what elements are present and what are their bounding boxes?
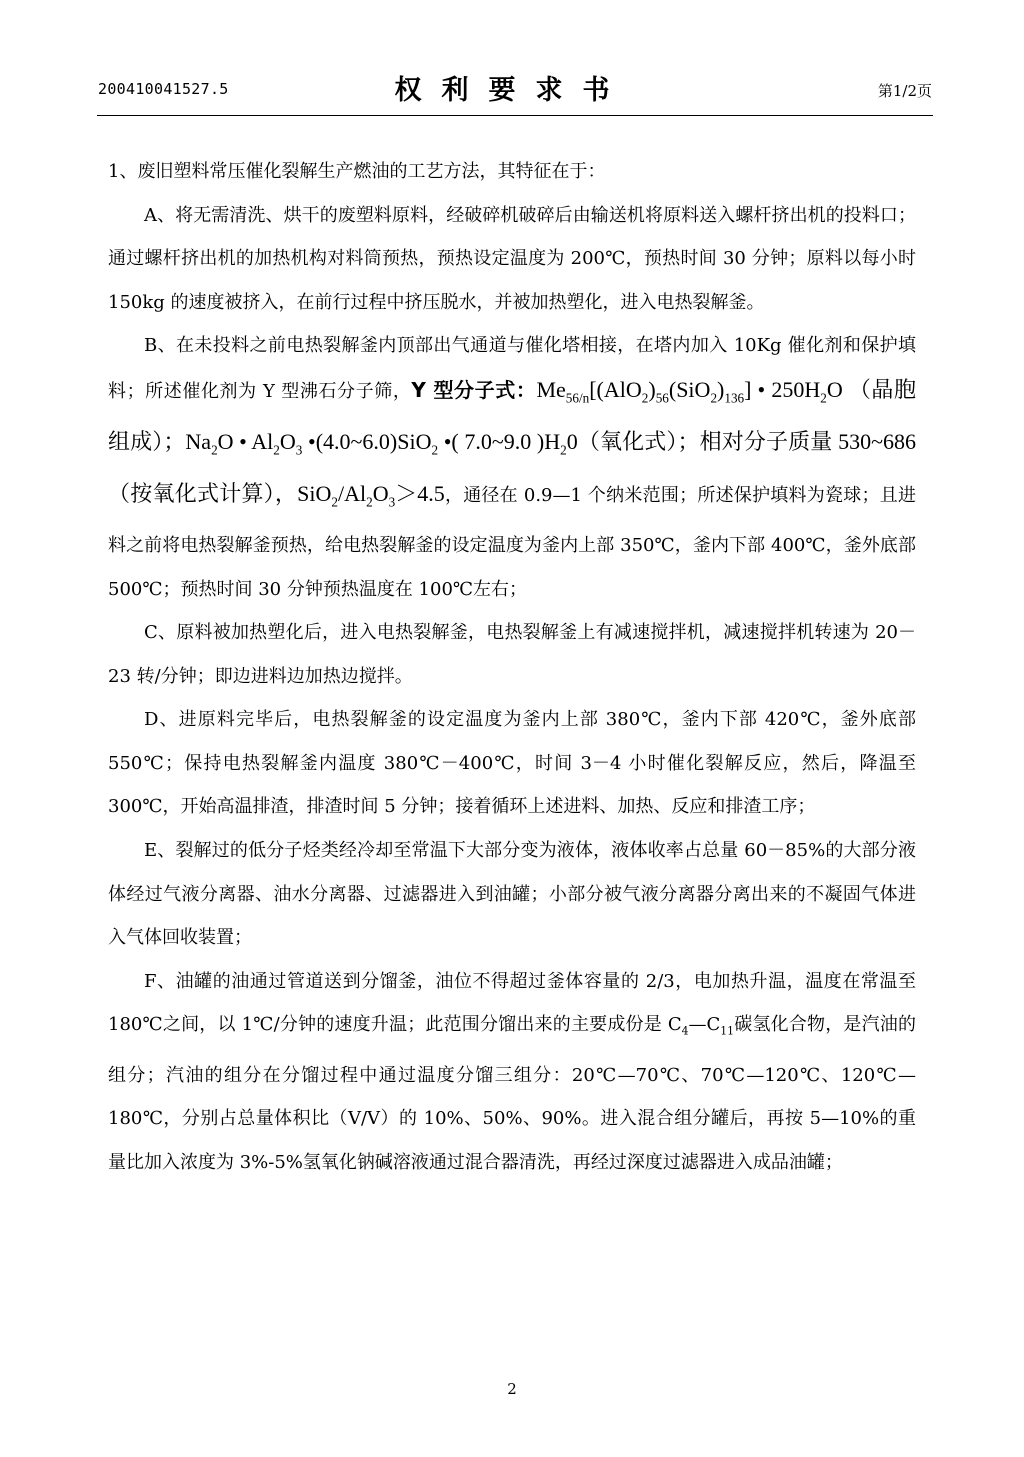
page-indicator: 第1/2页 [877,82,932,100]
claim-1-intro: 1、废旧塑料常压催化裂解生产燃油的工艺方法，其特征在于： [108,161,606,182]
claim-step-c: C、原料被加热塑化后，进入电热裂解釜，电热裂解釜上有减速搅拌机，减速搅拌机转速为 20－23 转/分钟；即边进料边加热边搅拌。 [108,622,916,687]
y-formula-heading: Y 型分子式： [411,377,537,402]
claim-step-a: A、将无需清洗、烘干的废塑料原料，经破碎机破碎后由输送机将原料送入螺杆挤出机的投料口；通过螺杆挤出机的加热机构对料筒预热，预热设定温度为 200℃，预热时间 30 分钟；原料以每小时 150kg 的速度被挤入，在前行过程中挤压脱水，并被加热塑化，进入电热裂解釜。 [108,204,916,313]
claim-step-d: D、进原料完毕后，电热裂解釜的设定温度为釜内上部 380℃，釜内下部 420℃，釜外底部 550℃；保持电热裂解釜内温度 380℃－400℃，时间 3－4 小时催化裂解反应，然后，降温至 300℃，开始高温排渣，排渣时间 5 分钟；接着循环上述进料、加热、反应和排渣工序； [108,709,916,818]
claim-step-b [108,324,916,611]
header-divider [97,115,933,116]
step-b-text-1: B、在未投料之前电热裂解釜内顶部出气通道与催化塔相接，在塔内加入 10Kg 催化剂和保护填料；所述催化剂为 Y 型沸石分子筛， [108,335,916,402]
page-number: 2 [507,1380,517,1398]
oxide-formula: $Na_2O$ • $Al_2O_3$ •(4.0~6.0)SiO$_2$ •( 7.0~9.0 )$H_20$（氧化式）；相对分子质量 530~686（按氧化式计算），$SiO_2/Al_2O_3>4.5$ [108,428,916,510]
claims-body [108,150,916,1184]
application-number: 200410041527.5 [98,80,229,98]
unit-cell-formula: $Me_{56/n}[(AlO_2)_{56}(SiO_2)_{136}]$ • $250H_2O$ （晶胞组成）； [108,376,917,454]
claim-step-f: F、油罐的油通过管道送到分馏釜，油位不得超过釜体容量的 2/3，电加热升温，温度在常温至 180℃之间，以 1℃/分钟的速度升温；此范围分馏出来的主要成份是 $C_4—C_{11}$碳氢化合物，是汽油的组分；汽油的组分在分馏过程中通过温度分馏三组分：20℃—70℃、70℃—120℃、120℃—180℃，分别占总量体积比（V/V）的 10%、50%、90%。进入混合组分罐后，再按 5—10%的重量比加入浓度为 3%-5%氢氧化钠碱溶液通过混合器清洗，再经过深度过滤器进入成品油罐； [108,970,917,1173]
claim-step-e: E、裂解过的低分子烃类经冷却至常温下大部分变为液体，液体收率占总量 60－85%的大部分液体经过气液分离器、油水分离器、过滤器进入到油罐；小部分被气液分离器分离出来的不凝固气体进入气体回收装置； [108,840,916,949]
step-b-text-2: ，通径在 0.9—1 个纳米范围；所述保护填料为瓷球；且进料之前将电热裂解釜预热，给电热裂解釜的设定温度为釜内上部 350℃，釜内下部 400℃，釜外底部 500℃；预热时间 30 分钟预热温度在 100℃左右； [108,484,916,600]
document-title: 权利要求书 [394,75,630,106]
